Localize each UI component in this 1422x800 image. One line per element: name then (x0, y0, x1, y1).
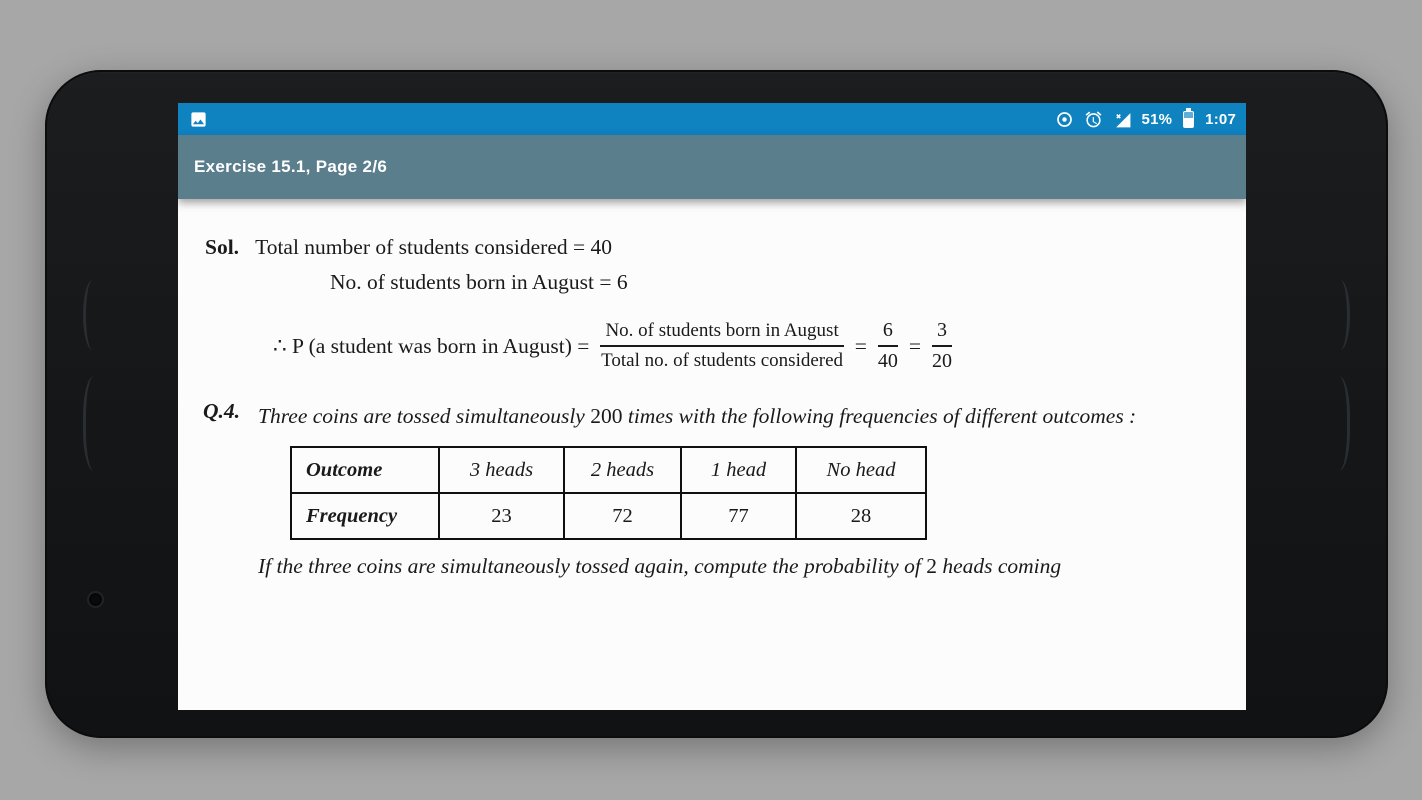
numeric-fraction (878, 319, 898, 373)
no-signal-icon (1113, 109, 1133, 129)
equation-prefix: ∴ P (a student was born in August) = (273, 333, 590, 358)
fraction-numerator: No. of students born in August (600, 320, 843, 347)
app-bar-title: Exercise 15.1, Page 2/6 (194, 157, 388, 176)
question-continuation-text (258, 554, 1246, 579)
table-header-cell: 1 head (681, 447, 796, 493)
probability-equation (273, 319, 1246, 373)
equals-sign: = (908, 333, 921, 358)
battery-percent-text: 51% (1141, 110, 1173, 128)
battery-icon (1183, 111, 1194, 128)
fraction-denominator: Total no. of students considered (601, 350, 844, 371)
clock-text: 1:07 (1205, 110, 1236, 128)
word-fraction (600, 320, 843, 372)
fraction-denominator: 40 (877, 350, 898, 372)
phone-screen (178, 103, 1246, 710)
sol-text: Total number of students considered = 40 (255, 235, 612, 259)
image-notification-icon (188, 109, 208, 129)
table-data-row (291, 493, 926, 539)
table-cell: 23 (439, 493, 564, 539)
fraction-numerator: 3 (932, 319, 952, 347)
data-saver-icon (1055, 109, 1075, 129)
table-header-row (291, 447, 926, 493)
footer-text-number: 2 (926, 554, 937, 579)
table-cell: 72 (564, 493, 681, 539)
question-number-label: Q.4. (203, 399, 241, 423)
textbook-page (178, 199, 1246, 579)
table-cell: 28 (796, 493, 926, 539)
equals-sign: = (854, 333, 867, 358)
phone-frame (45, 70, 1388, 738)
status-bar (178, 103, 1246, 135)
bezel-highlight (1328, 376, 1350, 471)
app-bar (178, 135, 1246, 199)
bezel-highlight (83, 376, 105, 471)
bezel-highlight (1328, 280, 1350, 350)
fraction-numerator: 6 (878, 319, 898, 347)
question-text-part: times with the following frequencies of different outcomes : (622, 404, 1137, 428)
question-text-number: 200 (590, 404, 623, 428)
solution-line-1 (205, 235, 1246, 260)
question-text (258, 399, 1206, 433)
battery-fill (1184, 118, 1193, 126)
question-4 (203, 399, 1246, 433)
footer-text-part: heads coming (936, 554, 1062, 579)
table-cell: 77 (681, 493, 796, 539)
table-header-cell: Outcome (291, 447, 439, 493)
table-row-label: Frequency (291, 493, 439, 539)
question-text-part: Three coins are tossed simultaneously (258, 404, 591, 428)
footer-text-part: If the three coins are simultaneously tossed again, compute the probability of (258, 554, 927, 579)
document-viewer[interactable] (178, 199, 1246, 710)
numeric-fraction (932, 319, 952, 373)
solution-line-2: No. of students born in August = 6 (330, 270, 628, 294)
front-camera (87, 591, 104, 608)
bezel-highlight (83, 280, 105, 350)
sol-label: Sol. (205, 235, 240, 259)
table-header-cell: 2 heads (564, 447, 681, 493)
table-header-cell: 3 heads (439, 447, 564, 493)
fraction-denominator: 20 (932, 350, 952, 372)
frequency-table (290, 446, 927, 540)
table-header-cell: No head (796, 447, 926, 493)
alarm-icon (1084, 109, 1104, 129)
